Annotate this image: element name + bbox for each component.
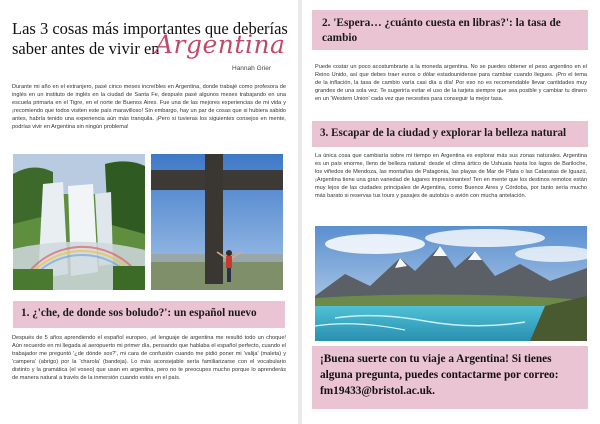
section3-paragraph: La única cosa que cambiaría sobre mi tiempo en Argentina es explorar más sus zonas naturales. Argentina es un país enorme, lleno de belleza natural: desde el clima ártico de Ushuaia hasta los lagos de Bariloche, los viñedos de Mendoza, las montañas de Patagonia, las playas de Mar de Plata o las Cataratas de Iguazú, ¡Argentina tiene una gran variedad de lugares impresionantes! Ten en mente que los destinos remotos están muy lejos de las ciudades principales de Argentina, como Buenos Aires y Córdoba, por tanto sería mucho más barato si reservas tus tours y pasajes de autobús o avión con mucha antelación. <box>315 153 587 199</box>
page-title: Las 3 cosas más importantes que deberías saber antes de vivir en <box>12 19 288 58</box>
intro-paragraph: Durante mi año en el extranjero, pasé cinco meses increíbles en Argentina, donde trabajé como profesora de inglés en un instituto de inglés en la ciudad de Santa Fe, después pasé algunos meses trabajando en una escuela primaria en el Tigre, en el norte de Buenos Aires. Fue una de las mejores experiencias de mi vida y ¡recomiendo que todos visiten este país maravilloso! Sin embargo, hay un par de cosas que si hubiera sabido antes, habría tenido una experiencia aún más tranquila. ¡Pero si tuvieras los siguientes consejos en mente, podrías vivir en Argentina sin ningún problema! <box>12 84 286 130</box>
section2-heading: 2. 'Espera… ¿cuánto cuesta en libras?': la tasa de cambio <box>322 17 561 44</box>
patagonia-lake-photo <box>315 226 587 341</box>
author-name: Hannah Grier <box>232 65 272 72</box>
left-page <box>0 0 298 424</box>
section1-heading-band <box>13 301 285 328</box>
section3-heading-band <box>312 121 588 147</box>
closing-message: ¡Buena suerte con tu viaje a Argentina! Si tienes alguna pregunta, puedes contactarme por correo: fm19433@bristol.ac.uk. <box>320 353 559 397</box>
right-page <box>302 0 600 424</box>
section2-paragraph: Puede costar un poco acostumbrarte a la moneda argentina. No se puedes obtener el peso argentino en el Reino Unido, así que debes traer euros o dólar estadounidense para cambiar cuando llegues. ¡Pro el tema de la inflación, la tasa de cambio varía casi día a día! Por eso no es recomendable llevar cantidades muy grandes de una sola vez. Te sugeriría evitar el uso de la tarjeta siempre que sea posible y cambiar tu dinero en un 'Western Union' cada vez que necesites para conseguir la mejor tasa. <box>315 64 587 102</box>
section2-heading-band <box>312 10 588 50</box>
waterfall-photo <box>13 154 145 290</box>
cross-monument-photo <box>151 154 283 290</box>
section1-paragraph: Después de 5 años aprendiendo el español europeo, ¡el lenguaje de argentina me resultó todo un choque! Aún recuerdo en mi llegada al aeropuerto mi primer día, pensando que hablaba el español perfecto, cuando el trabajador me preguntó '¿de dónde sos?', mi cara de confusión cuando me pidió poner mi 'valija' (maleta) y 'campera' (abrigo) por la 'charola' (bandeja). Lo más aconsejable sería familiarizarse con el vocabulario distinto y la gramática (el voseo) que usan en argentina, pero no te preocupes mucho porque lo aprenderás de manera natural a través de la inmersión cuando estés en el país. <box>12 335 286 381</box>
title-script-argentina: Argentina <box>155 30 286 59</box>
section3-heading: 3. Escapar de la ciudad y explorar la belleza natural <box>320 127 567 139</box>
section1-heading: 1. ¿'che, de donde sos boludo?': un español nuevo <box>21 307 257 319</box>
closing-band <box>312 346 588 409</box>
